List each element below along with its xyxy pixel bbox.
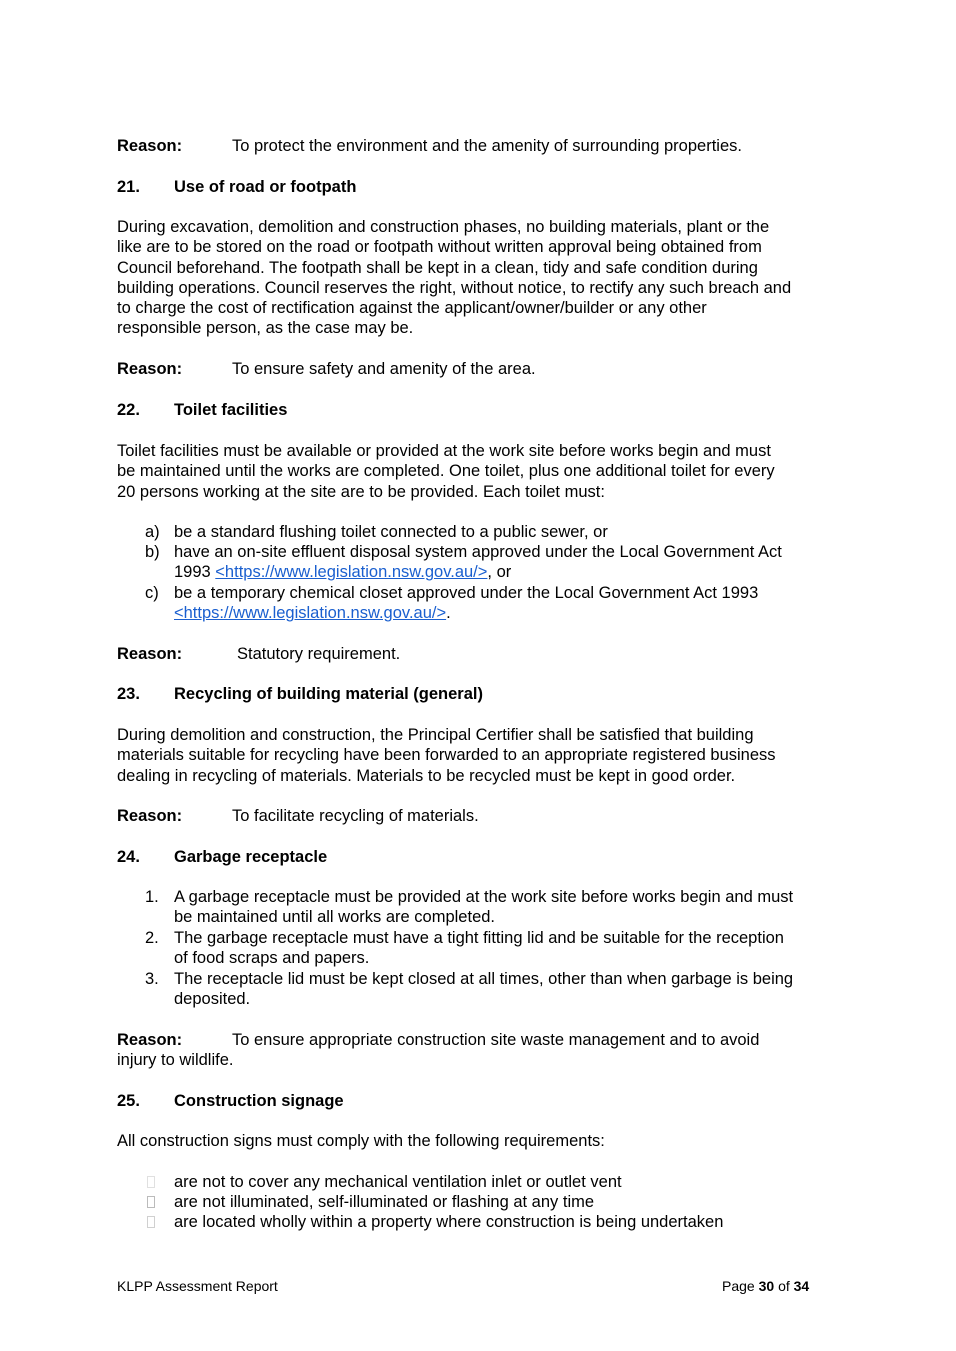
list-item: The receptacle lid must be kept closed at all times, other than when garbage is being deposited.	[174, 970, 794, 1009]
section-body: Toilet facilities must be available or provided at the work site before works begin and must be maintained until the works are completed. One toilet, plus one additional toilet for every 20 persons working at the site are to be provided. Each toilet must:	[117, 442, 775, 501]
legislation-link[interactable]: <https://www.legislation.nsw.gov.au/>	[174, 604, 447, 623]
reason-text: To ensure appropriate construction site waste management and to avoid	[232, 1031, 760, 1049]
section-heading: Use of road or footpath	[174, 178, 357, 196]
section-number: 22.	[117, 401, 140, 419]
list-marker: a)	[145, 523, 160, 541]
section-heading: Toilet facilities	[174, 401, 288, 419]
bullet-icon	[147, 1176, 155, 1188]
list-marker: 1.	[145, 888, 159, 906]
list-item: be a temporary chemical closet approved under the Local Government Act 1993 <https://www.legislation.nsw.gov.au/>.	[174, 584, 759, 623]
section-intro: All construction signs must comply with the following requirements:	[117, 1132, 605, 1150]
section-heading: Construction signage	[174, 1092, 344, 1110]
section-number: 24.	[117, 848, 140, 866]
list-marker: b)	[145, 543, 160, 561]
list-item: The garbage receptacle must have a tight fitting lid and be suitable for the reception of food scraps and papers.	[174, 929, 784, 968]
list-item: are located wholly within a property where construction is being undertaken	[174, 1213, 724, 1231]
section-heading: Garbage receptacle	[174, 848, 328, 866]
list-marker: 2.	[145, 929, 159, 947]
list-item: A garbage receptacle must be provided at the work site before works begin and must be maintained until all works are completed.	[174, 888, 794, 927]
reason-label: Reason:	[117, 1031, 183, 1049]
reason-text: To ensure safety and amenity of the area.	[232, 360, 536, 378]
section-number: 21.	[117, 178, 140, 196]
bullet-icon	[147, 1216, 155, 1228]
bullet-icon	[147, 1196, 155, 1208]
reason-text: To facilitate recycling of materials.	[232, 807, 479, 825]
list-marker: c)	[145, 584, 159, 602]
list-item: are not to cover any mechanical ventilation inlet or outlet vent	[174, 1173, 622, 1191]
list-item: are not illuminated, self-illuminated or flashing at any time	[174, 1193, 595, 1211]
reason-label: Reason:	[117, 645, 183, 663]
list-item: have an on-site effluent disposal system approved under the Local Government Act 1993 <https://www.legislation.nsw.gov.au/>, or	[174, 543, 782, 582]
reason-text: To protect the environment and the amenity of surrounding properties.	[232, 137, 742, 155]
reason-text: Statutory requirement.	[237, 645, 401, 663]
page-number: Page 30 of 34	[722, 1278, 810, 1294]
section-number: 25.	[117, 1092, 140, 1110]
list-item: be a standard flushing toilet connected to a public sewer, or	[174, 523, 608, 541]
footer-title: KLPP Assessment Report	[117, 1278, 278, 1294]
section-number: 23.	[117, 685, 140, 703]
section-body: During demolition and construction, the Principal Certifier shall be satisfied that building materials suitable for recycling have been forwarded to an appropriate registered business dealing in recycling of materials. Materials to be recycled must be kept in good order.	[117, 726, 776, 785]
section-body: During excavation, demolition and construction phases, no building materials, plant or the like are to be stored on the road or footpath without written approval being obtained from Council beforehand. The footpath shall be kept in a clean, tidy and safe condition during building operations. Council reserves the right, without notice, to rectify any such breach and to charge the cost of rectification against the applicant/owner/builder or any other responsible person, as the case may be.	[117, 218, 792, 338]
reason-label: Reason:	[117, 137, 183, 155]
list-marker: 3.	[145, 970, 159, 988]
reason-label: Reason:	[117, 360, 183, 378]
reason-text-continued: injury to wildlife.	[117, 1051, 234, 1069]
section-heading: Recycling of building material (general)	[174, 685, 483, 703]
legislation-link[interactable]: <https://www.legislation.nsw.gov.au/>	[215, 563, 488, 582]
reason-label: Reason:	[117, 807, 183, 825]
